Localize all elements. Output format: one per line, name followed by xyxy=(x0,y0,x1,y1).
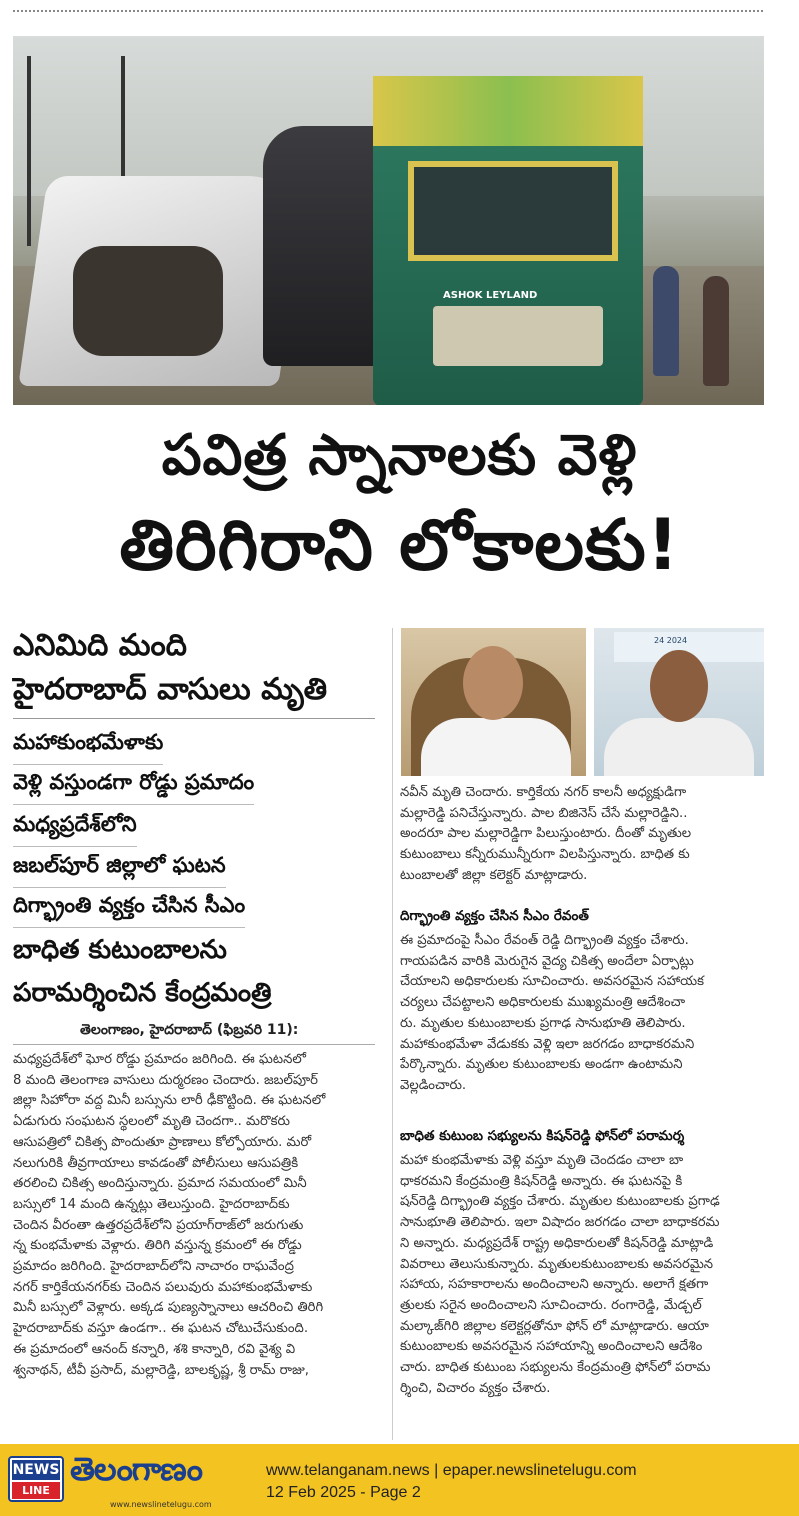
newsline-logo xyxy=(8,1456,64,1502)
body-line: చేయాలని అధికారులకు సూచించారు. అవసరమైన సహాయక xyxy=(400,974,704,990)
body-line: గాయపడిన వారికి మెరుగైన వైద్య చికిత్స అందేలా ఏర్పాట్లు xyxy=(400,953,694,969)
photo-bystander xyxy=(653,266,679,376)
body-line: చర్యలు చేపట్టాలని అధికారులకు ముఖ్యమంత్రి ఆదేశించా xyxy=(400,995,686,1011)
body-line: ఈ ప్రమాదంపై సీఎం రేవంత్ రెడ్డి దిగ్భ్రాంతి వ్యక్తం చేశారు. xyxy=(400,933,689,948)
body-line: జిల్లా సిహోరా వద్ద మినీ బస్సును లారీ ఢీకొట్టింది. ఈ ఘటనలో xyxy=(13,1093,326,1109)
deck-sub-5: దిగ్భ్రాంతి వ్యక్తం చేసిన సీఎం xyxy=(13,893,245,928)
dateline: తెలంగాణం, హైదరాబాద్ (ఫిబ్రవరి 11): xyxy=(80,1022,299,1038)
body-line: ఆసుపత్రిలో చికిత్స పొందుతూ ప్రాణాలు కోల్పోయారు. మరో xyxy=(13,1134,312,1150)
body-line: ధాకరమని కేంద్రమంత్రి కిషన్‌రెడ్డి అన్నారు. ఈ ఘటనపై కి xyxy=(400,1173,683,1189)
portrait-body xyxy=(421,718,571,776)
body-line: బస్సులో 14 మంది ఉన్నట్లు తెలుస్తుంది. హైదరాబాద్‌కు xyxy=(13,1196,290,1212)
deck-sub-1: మహాకుంభమేళాకు xyxy=(13,730,163,765)
logo-line-text: LINE xyxy=(12,1482,60,1499)
body-line: మల్లారెడ్డి పనిచేస్తున్నారు. పాల బిజినెస్ చేసే మల్లారెడ్డిని.. xyxy=(400,805,688,821)
left-article-body xyxy=(13,1050,383,1381)
portrait-face xyxy=(650,650,708,722)
body-line: నగర్ కార్తికేయనగర్‌కు చెందిన పలువురు మహాకుంభమేళాకు xyxy=(13,1279,313,1295)
body-line: చారు. బాధిత కుటుంబ సభ్యులను కేంద్రమంత్రి ఫోన్‌లో పరామ xyxy=(400,1360,711,1376)
body-line: న్న కుంభమేళాకు వెళ్లారు. తిరిగి వస్తున్న క్రమంలో ఈ రోడ్డు xyxy=(13,1238,302,1254)
deck-sub-2: వెళ్లి వస్తుండగా రోడ్డు ప్రమాదం xyxy=(13,770,254,805)
body-line: ఈ ప్రమాదంలో ఆనంద్ కన్నారి, శశి కాన్నారి, రవి వైశ్య వి xyxy=(13,1341,296,1357)
logo-news-text: NEWS xyxy=(12,1462,60,1478)
portrait-body xyxy=(604,718,754,776)
photo-bystander xyxy=(703,276,729,386)
body-line: శ్వనాథన్, టీవీ ప్రసాద్, మల్లారెడ్డి, బాలకృష్ణ, శ్రీ రామ్ రాజు, xyxy=(13,1362,309,1378)
deck-big-1: ఎనిమిది మంది xyxy=(13,628,187,663)
column-divider xyxy=(392,628,393,1440)
photo-truck-top xyxy=(373,76,643,146)
body-line: ఏడుగురు సంఘటన స్థలంలో మృతి చెందగా.. మరొకరు xyxy=(13,1114,290,1130)
body-line: షన్‌రెడ్డి దిగ్భ్రాంతి వ్యక్తం చేశారు. మృతుల కుటుంబాలకు ప్రగాఢ xyxy=(400,1194,720,1210)
photo-truck-plate: ASHOK LEYLAND xyxy=(443,290,538,301)
portrait-minister-photo xyxy=(594,628,764,776)
body-line: ప్రమాదం జరిగింది. హైదరాబాద్‌లోని నాచారం రాఘవేంద్ర xyxy=(13,1259,294,1275)
body-line: ర్శించి, విచారం వ్యక్తం చేశారు. xyxy=(400,1380,551,1396)
footer-date-page: 12 Feb 2025 - Page 2 xyxy=(266,1484,421,1501)
body-line: వివరాలు తెలుసుకున్నారు. మృతులకుటుంబాలకు అవసరమైన xyxy=(400,1256,714,1272)
body-line: మినీ బస్సులో వెళ్లారు. అక్కడ పుణ్యస్నానాలు ఆచరించి తిరిగి xyxy=(13,1300,324,1316)
logo-url: www.newslinetelugu.com xyxy=(110,1500,212,1509)
dateline-divider xyxy=(13,1044,375,1045)
body-line: తరలించి చికిత్స అందిస్తున్నారు. ప్రమాద సమయంలో మినీ xyxy=(13,1176,307,1192)
top-divider xyxy=(13,10,763,12)
footer-bar xyxy=(0,1444,799,1516)
deck-big-2: హైదరాబాద్ వాసులు మృతి xyxy=(13,672,328,707)
subheading-cm-reaction: దిగ్భ్రాంతి వ్యక్తం చేసిన సీఎం రేవంత్ xyxy=(400,908,589,924)
body-line: మహా కుంభమేళాకు వెళ్లి వస్తూ మృతి చెందడం చాలా బా xyxy=(400,1153,684,1168)
portrait-face xyxy=(463,646,523,720)
telanganam-logo: తెలంగాణం xyxy=(70,1450,202,1488)
body-line: హైదరాబాద్‌కు వస్తూ ఉండగా.. ఈ ఘటన చోటుచేసుకుంది. xyxy=(13,1321,309,1337)
body-line: సానుభూతి తెలిపారు. ఇలా విషాదం జరగడం చాలా బాధాకరమ xyxy=(400,1215,720,1231)
subheading-minister-call: బాధిత కుటుంబ సభ్యులను కిషన్‌రెడ్డి ఫోన్‌లో పరామర్శ xyxy=(400,1128,685,1144)
deck-sub-4: జబల్‌పూర్ జిల్లాలో ఘటన xyxy=(13,853,226,888)
right-article-body-bottom xyxy=(400,1151,770,1399)
right-article-body-top xyxy=(400,783,770,887)
photo-van-damage xyxy=(73,246,223,356)
portrait-cm-photo xyxy=(401,628,586,776)
body-line: కుటుంబాలు కన్నీరుమున్నీరుగా విలపిస్తున్నారు. బాధిత కు xyxy=(400,847,690,863)
deck-mid-1: బాధిత కుటుంబాలను xyxy=(13,935,227,965)
body-line: రు. మృతుల కుటుంబాలకు ప్రగాఢ సానుభూతి తెలిపారు. xyxy=(400,1015,686,1031)
headline-line-2: తిరిగిరాని లోకాలకు! xyxy=(119,504,680,586)
body-line: 8 మంది తెలంగాణ వాసులు దుర్మరణం చెందారు. జబల్‌పూర్ xyxy=(13,1072,318,1088)
deck-mid-2: పరామర్శించిన కేంద్రమంత్రి xyxy=(13,978,272,1008)
photo-truck-windshield xyxy=(408,161,618,261)
photo-electric-pole xyxy=(27,56,31,246)
portrait-banner-text: 24 2024 xyxy=(654,636,688,645)
body-line: సహాయ, సహకారాలను అందించాలని అన్నారు. అలాగే క్షతగా xyxy=(400,1277,709,1293)
body-line: అందరూ పాల మల్లారెడ్డిగా పిలుస్తుంటారు. దీంతో మృతుల xyxy=(400,826,692,842)
body-line: త్రులకు సరైన అందించాలని సూచించారు. రంగారెడ్డి, మేడ్చల్ xyxy=(400,1297,702,1313)
deck-divider xyxy=(13,718,375,719)
body-line: మధ్యప్రదేశ్‌లో ఘోర రోడ్డు ప్రమాదం జరిగింది. ఈ ఘటనలో xyxy=(13,1052,306,1067)
body-line: మహాకుంభమేళా వేడుకకు వెళ్లి ఇలా జరగడం బాధాకరమని xyxy=(400,1036,695,1052)
body-line: నలుగురికి తీవ్రగాయాలు కావడంతో పోలీసులు ఆసుపత్రికి xyxy=(13,1155,299,1171)
right-article-body-mid xyxy=(400,931,770,1097)
footer-websites[interactable]: www.telanganam.news | epaper.newslinetelugu.com xyxy=(266,1462,637,1479)
deck-sub-3: మధ్యప్రదేశ్‌లోని xyxy=(13,812,137,847)
accident-photo xyxy=(13,36,764,405)
headline-line-1: పవిత్ర స్నానాలకు వెళ్లి xyxy=(161,423,638,488)
body-line: టుంబాలతో జిల్లా కలెక్టర్ మాట్లాడారు. xyxy=(400,867,588,883)
body-line: కుటుంబాలకు అవసరమైన సహాయాన్ని అందించాలని ఆదేశిం xyxy=(400,1339,703,1355)
body-line: నవీన్ మృతి చెందారు. కార్తికేయ నగర్ కాలనీ అధ్యక్షుడిగా xyxy=(400,785,687,800)
body-line: చెందిన వీరంతా ఉత్తరప్రదేశ్‌లోని ప్రయాగ్‌రాజ్‌లో జరుగుతు xyxy=(13,1217,304,1233)
body-line: మల్కాజ్‌గిరి జిల్లాల కలెక్టర్లతోనూ ఫోన్ లో మాట్లాడారు. ఆయా xyxy=(400,1318,709,1334)
photo-truck-grille xyxy=(433,306,603,366)
body-line: వెల్లడించారు. xyxy=(400,1077,467,1093)
body-line: ని అన్నారు. మధ్యప్రదేశ్ రాష్ట్ర అధికారులతో కిషన్‌రెడ్డి మాట్లాడి xyxy=(400,1235,714,1251)
body-line: పేర్కొన్నారు. మృతుల కుటుంబాలకు అండగా ఉంటామని xyxy=(400,1057,683,1073)
